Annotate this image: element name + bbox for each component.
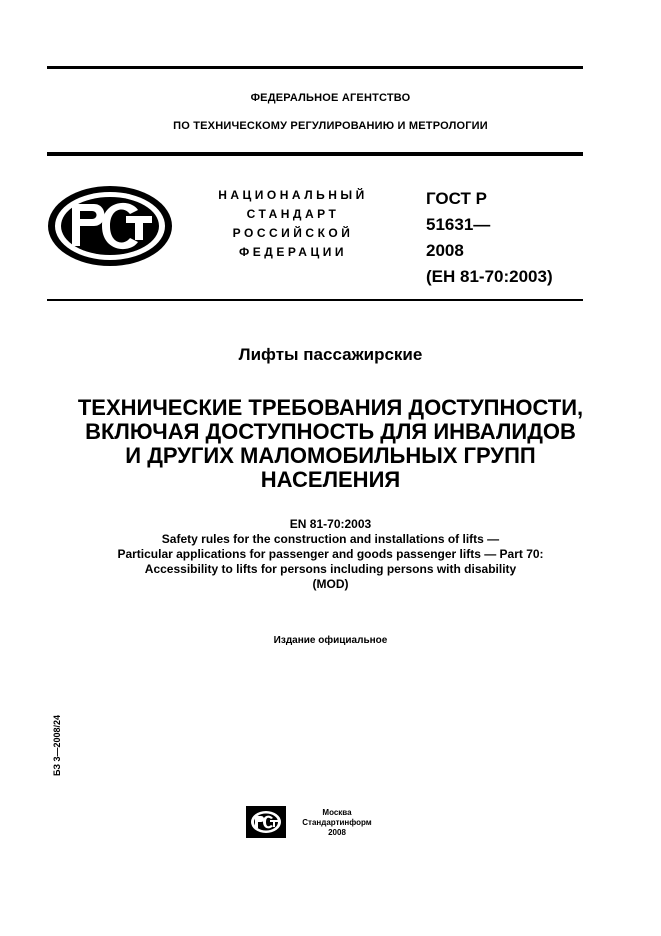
title-line-4: НАСЕЛЕНИЯ — [260, 467, 401, 492]
en-line-3: Particular applications for passenger and goods passenger lifts — Part 70: — [117, 547, 544, 561]
edition-label: Издание официальное — [273, 635, 388, 646]
header-rule — [47, 152, 583, 156]
agency-line-1: ФЕДЕРАЛЬНОЕ АГЕНТСТВО — [250, 92, 411, 104]
standard-rule — [47, 299, 583, 301]
publisher-city: Москва — [322, 808, 352, 817]
national-line-3: РОССИЙСКОЙ — [232, 226, 354, 240]
gost-code-line-1: ГОСТ Р — [426, 189, 487, 208]
en-line-2: Safety rules for the construction and installations of lifts — — [161, 532, 500, 546]
gost-logo-icon — [46, 184, 174, 268]
title-line-2: ВКЛЮЧАЯ ДОСТУПНОСТЬ ДЛЯ ИНВАЛИДОВ — [85, 419, 576, 444]
standartinform-logo-icon — [246, 806, 286, 838]
publisher-year: 2008 — [328, 828, 346, 837]
national-standard-label — [196, 186, 390, 262]
gost-code-ref: (ЕН 81-70:2003) — [426, 267, 553, 286]
title-line-3: И ДРУГИХ МАЛОМОБИЛЬНЫХ ГРУПП — [125, 443, 536, 468]
national-line-1: НАЦИОНАЛЬНЫЙ — [218, 188, 368, 202]
document-subtitle: Лифты пассажирские — [238, 345, 423, 364]
gost-code-line-2 — [426, 212, 553, 238]
en-line-1: EN 81-70:2003 — [289, 517, 372, 531]
title-line-1: ТЕХНИЧЕСКИЕ ТРЕБОВАНИЯ ДОСТУПНОСТИ, — [77, 395, 584, 420]
gost-code-number: 51631 — [426, 215, 474, 234]
national-line-4: ФЕДЕРАЦИИ — [239, 245, 347, 259]
publisher-name: Стандартинформ — [302, 818, 372, 827]
english-reference — [0, 517, 661, 592]
agency-line-2: ПО ТЕХНИЧЕСКОМУ РЕГУЛИРОВАНИЮ И МЕТРОЛОГИИ — [173, 120, 488, 132]
publisher-text — [290, 808, 384, 838]
side-code: БЗ 3—2008/24 — [52, 714, 62, 776]
gost-code-year: 2008 — [426, 241, 464, 260]
national-line-2: СТАНДАРТ — [246, 207, 340, 221]
gost-code-dash: — — [473, 215, 491, 234]
en-line-5: (MOD) — [312, 577, 349, 591]
document-title — [0, 396, 661, 492]
top-rule — [47, 66, 583, 69]
en-line-4: Accessibility to lifts for persons including persons with disability — [144, 562, 517, 576]
gost-code — [426, 186, 553, 290]
